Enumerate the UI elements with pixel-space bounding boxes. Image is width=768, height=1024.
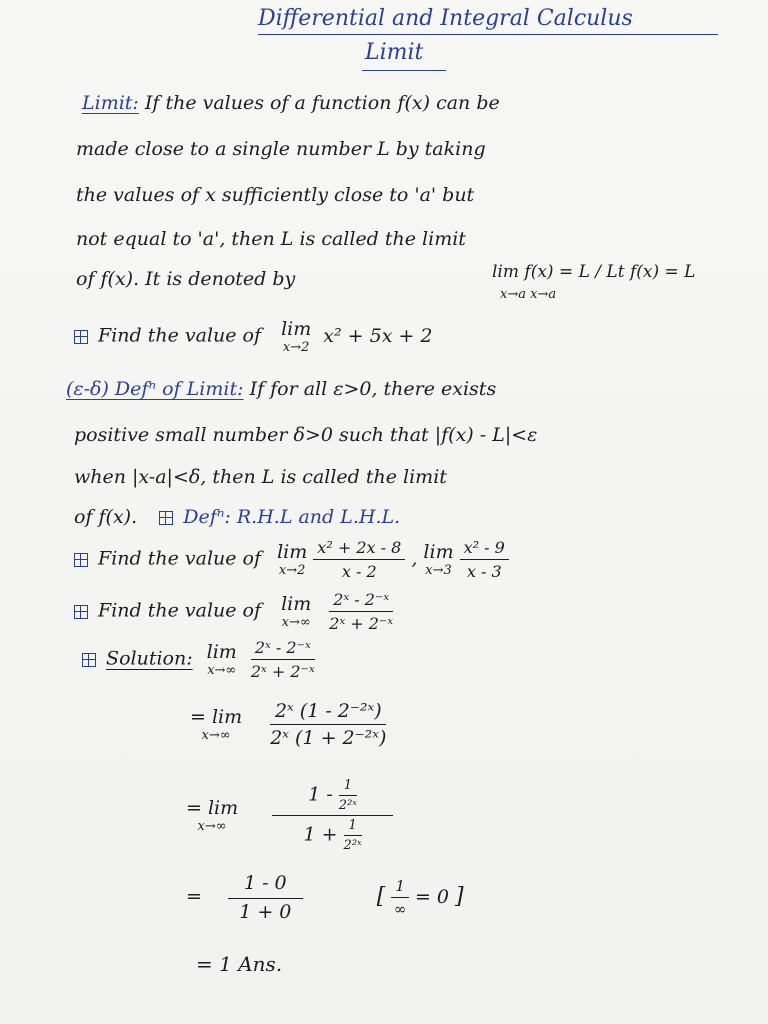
lim-operator: lim x→∞: [281, 593, 312, 630]
checkbox-icon: [82, 653, 96, 667]
solution-label: Solution:: [106, 647, 193, 670]
epsilon-delta-heading: (ε-δ) Defⁿ of Limit:: [66, 378, 244, 400]
definition-line-4: not equal to 'a', then L is called the limit: [76, 228, 466, 250]
fraction: $\frac{\text{2ˣ (1 - 2⁻²ˣ)}}{\text{2ˣ (1 + 2⁻²ˣ)}}$: [270, 700, 387, 749]
checkbox-icon: [159, 511, 173, 525]
solution-step-2: [190, 700, 386, 749]
definition-line-5: of f(x). It is denoted by: [76, 268, 296, 290]
fraction: 1 - $\frac{1}{\text{2²ˣ}}$ 1 + $\frac{1}{\text{2²ˣ}}$: [272, 778, 393, 853]
definition-line-1: Limit: If the values of a function f(x) can be: [82, 92, 500, 114]
fraction: $\frac{1 - 0}{1 + 0}$: [228, 872, 303, 923]
solution-step-1: [82, 638, 315, 681]
epsilon-delta-line-2: positive small number δ>0 such that |f(x) - L|<ε: [74, 424, 538, 446]
definition-line-3: the values of x sufficiently close to 'a' but: [76, 184, 475, 206]
fraction: $\frac{1}{\infty}$: [391, 877, 409, 918]
fraction: $\frac{\text{x² - 9}}{x - 3}$: [460, 538, 509, 581]
exercise-2: Find the value of lim x→2 $\frac{\text{x² + 2x - 8}}{x - 2}$ , lim x→3 $\frac{\text{x² - 9}}{x - 3}$: [74, 538, 509, 581]
infinity-note: [ $\frac{1}{\infty}$ = 0 ]: [376, 877, 464, 918]
solution-step-4: = $\frac{1 - 0}{1 + 0}$ [ $\frac{1}{\infty}$ = 0 ]: [186, 872, 464, 923]
solution-step-3: [186, 778, 393, 853]
fraction: $\frac{\text{x² + 2x - 8}}{x - 2}$: [313, 538, 405, 581]
checkbox-icon: [74, 553, 88, 567]
epsilon-delta-line-4: of f(x). Defⁿ: R.H.L and L.H.L.: [74, 506, 401, 528]
checkbox-icon: [74, 605, 88, 619]
final-answer: = 1 Ans.: [196, 952, 283, 976]
title-underline: [258, 34, 718, 35]
subtitle-underline: [362, 70, 446, 71]
fraction: $\frac{\text{2ˣ - 2⁻ˣ}}{\text{2ˣ + 2⁻ˣ}}$: [329, 590, 394, 633]
limit-notation: lim f(x) = L / Lt f(x) = L: [492, 262, 696, 282]
lim-operator: = lim x→∞: [190, 706, 243, 743]
definition-term: Limit:: [82, 92, 139, 114]
fraction: $\frac{\text{2ˣ - 2⁻ˣ}}{\text{2ˣ + 2⁻ˣ}}$: [250, 638, 315, 681]
lim-operator: lim x→2: [277, 541, 308, 578]
lim-operator: lim x→3: [423, 541, 454, 578]
page-subtitle: Limit: [365, 40, 424, 65]
definition-line-2: made close to a single number L by taking: [76, 138, 486, 160]
epsilon-delta-line-1: (ε-δ) Defⁿ of Limit: If for all ε>0, there exists: [66, 378, 497, 400]
exercise-3: Find the value of lim x→∞ $\frac{\text{2ˣ - 2⁻ˣ}}{\text{2ˣ + 2⁻ˣ}}$: [74, 590, 393, 633]
lim-operator: lim x→2: [281, 318, 312, 355]
fraction: $\frac{1}{\text{2²ˣ}}$: [338, 778, 357, 813]
fraction: $\frac{1}{\text{2²ˣ}}$: [343, 818, 362, 853]
page-title: Differential and Integral Calculus: [258, 6, 633, 31]
rhl-lhl-note: Defⁿ: R.H.L and L.H.L.: [183, 506, 401, 528]
exercise-1: Find the value of lim x→2 x² + 5x + 2: [74, 318, 433, 355]
checkbox-icon: [74, 330, 88, 344]
limit-notation-sub: x→a x→a: [500, 287, 557, 302]
epsilon-delta-line-3: when |x-a|<δ, then L is called the limit: [74, 466, 447, 488]
lim-operator: = lim x→∞: [186, 797, 239, 834]
lim-operator: lim x→∞: [206, 641, 237, 678]
